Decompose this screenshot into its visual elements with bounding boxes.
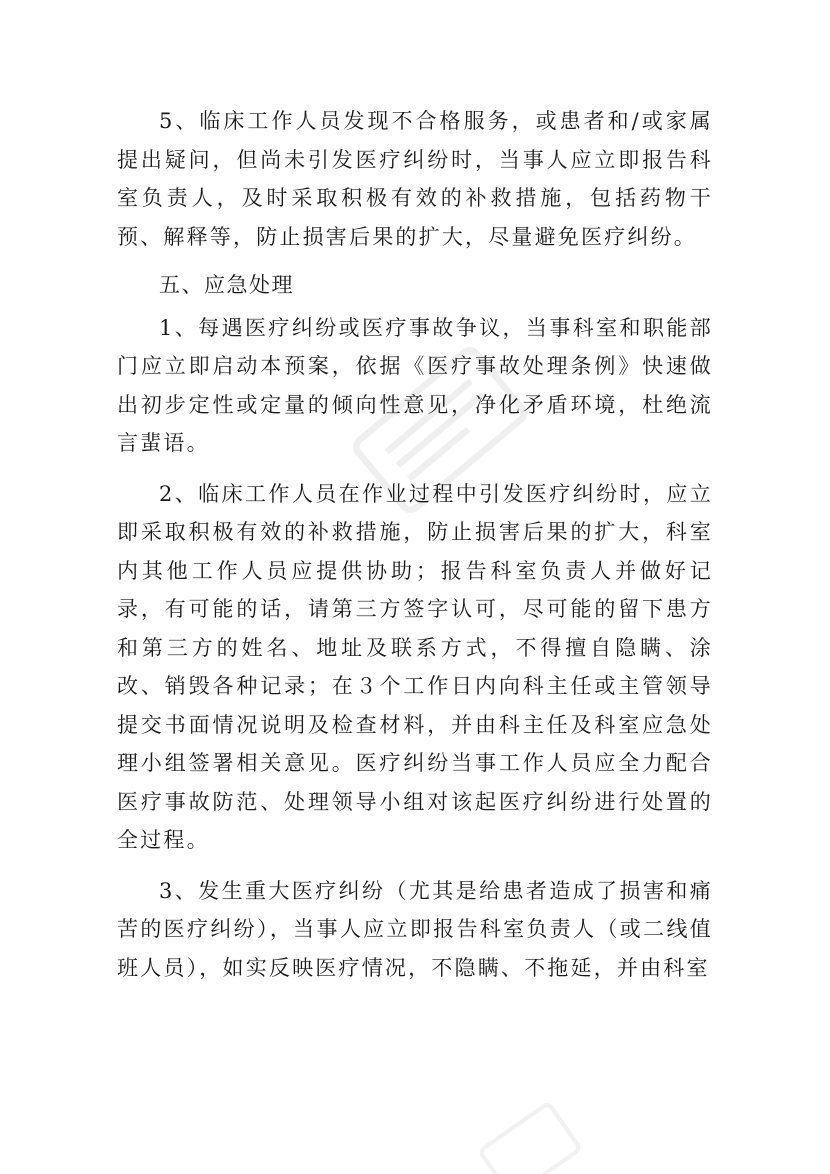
section-heading-emergency: 五、应急处理 — [159, 273, 294, 297]
paragraph-emergency-2: 2、临床工作人员在作业过程中引发医疗纠纷时，应立即采取积极有效的补救措施，防止损害后果的扩大，科室内其他工作人员应提供协助；报告科室负责人并做好记录，有可能的话，请第三方签字认可，尽可能的留下患方和第三方的姓名、地址及联系方式，不得擅自隐瞒、涂改、销毁各种记录；在３个工作日内向科主任或主管领导提交书面情况说明及检查材料，并由科主任及科室应急处理小组签署相关意见。医疗纠纷当事工作人员应全力配合医疗事故防范、处理领导小组对该起医疗纠纷进行处置的全过程。 — [117, 481, 713, 852]
document-body — [117, 102, 713, 987]
paragraph-emergency-1: 1、每遇医疗纠纷或医疗事故争议，当事科室和职能部门应立即启动本预案，依据《医疗事故处理条例》快速做出初步定性或定量的倾向性意见，净化矛盾环境，杜绝流言蜚语。 — [117, 315, 713, 455]
paragraph-item-5: 5、临床工作人员发现不合格服务，或患者和/或家属提出疑问，但尚未引发医疗纠纷时，当事人应立即报告科室负责人，及时采取积极有效的补救措施，包括药物干预、解释等，防止损害后果的扩大，尽量避免医疗纠纷。 — [117, 109, 713, 249]
watermark-bottom-icon — [460, 1100, 600, 1174]
paragraph-emergency-3: 3、发生重大医疗纠纷（尤其是给患者造成了损害和痛苦的医疗纠纷），当事人应立即报告科室负责人（或二线值班人员），如实反映医疗情况，不隐瞒、不拖延，并由科室 — [117, 878, 713, 980]
